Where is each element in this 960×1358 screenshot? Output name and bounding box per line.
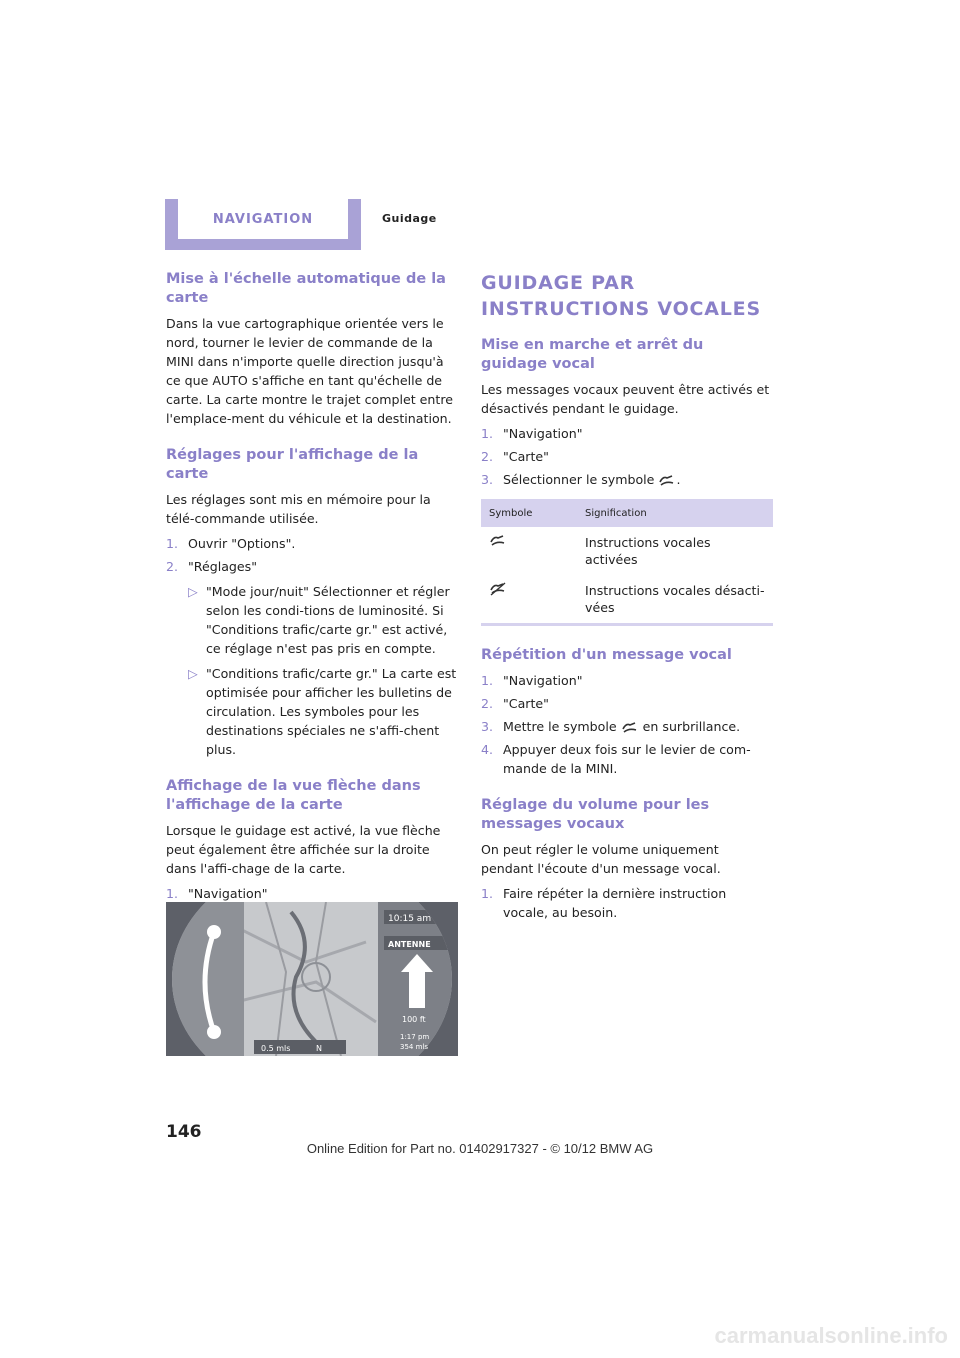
arrow-icon: ▷	[188, 584, 198, 599]
navigation-screen-image	[166, 902, 458, 1056]
compass-label: N	[316, 1044, 322, 1053]
para-onoff: Les messages vocaux peuvent être activés et désactivés pendant le guidage.	[481, 382, 770, 416]
table-row: Instructions vocales désacti-vées	[481, 575, 773, 625]
voice-on-icon	[489, 534, 507, 548]
heading-arrow-view: Affichage de la vue flèche dans l'affichage de la carte	[166, 778, 421, 813]
settings-steps	[166, 534, 458, 576]
voice-off-icon	[489, 582, 507, 596]
eta-label: 1:17 pm	[400, 1033, 430, 1041]
voice-on-icon	[658, 474, 676, 488]
section-tab-label-box	[178, 199, 348, 239]
symbol-table	[481, 499, 773, 626]
table-row: Instructions vocales activées	[481, 527, 773, 575]
heading-repeat: Répétition d'un message vocal	[481, 647, 732, 663]
list-item: 1. "Navigation"	[481, 426, 583, 441]
para-volume: On peut régler le volume uniquement pendant l'écoute d'un message vocal.	[481, 842, 721, 876]
heading-onoff: Mise en marche et arrêt du guidage vocal	[481, 337, 704, 372]
heading-voice-guidance: GUIDAGE PAR INSTRUCTIONS VOCALES	[481, 272, 761, 320]
list-item: 4. Appuyer deux fois sur le levier de com-mande de la MINI.	[481, 742, 751, 776]
list-item: ▷ "Conditions trafic/carte gr." La carte est optimisée pour afficher les bulletins de circulation. Les symboles pour les destinations spéciales ne s'affi-chent plus.	[188, 666, 457, 757]
page-number: 146	[166, 1122, 202, 1142]
section-title: NAVIGATION	[212, 211, 314, 227]
col-symbol: Symbole	[481, 499, 577, 527]
voice-on-icon	[621, 721, 639, 735]
list-item: 1. Ouvrir "Options".	[166, 536, 296, 551]
right-column	[481, 270, 773, 928]
map-illustration	[166, 902, 458, 1056]
station-label: ANTENNE	[388, 940, 431, 949]
arrow-icon: ▷	[188, 666, 198, 681]
edition-footer: Online Edition for Part no. 01402917327 - © 10/12 BMW AG	[306, 1141, 654, 1156]
list-item: 3. Sélectionner le symbole .	[481, 472, 681, 487]
scale-label: 0.5 mls	[261, 1044, 291, 1053]
watermark: carmanualsonline.info	[714, 1323, 948, 1348]
heading-auto-scale: Mise à l'échelle automatique de la carte	[166, 271, 446, 306]
list-item: 2. "Carte"	[481, 696, 549, 711]
list-item: 1. "Navigation"	[481, 673, 583, 688]
distance-label: 100 ft	[402, 1015, 426, 1024]
list-item: 2. "Réglages"	[166, 559, 258, 574]
heading-volume: Réglage du volume pour les messages vocaux	[481, 797, 710, 832]
repeat-steps	[481, 671, 773, 778]
list-item: ▷ "Mode jour/nuit" Sélectionner et régler selon les condi-tions de luminosité. Si "Conditions trafic/carte gr." est activé, ce réglage n'est pas pris en compte.	[188, 584, 450, 656]
time-label: 10:15 am	[388, 914, 432, 924]
volume-steps	[481, 884, 773, 922]
list-item: 3. Mettre le symbole en surbrillance.	[481, 719, 741, 734]
list-item: 2. "Carte"	[481, 449, 549, 464]
settings-sub-steps	[166, 582, 458, 759]
para-auto-scale: Dans la vue cartographique orientée vers le nord, tourner le levier de commande de la MINI dans n'importe quelle direction jusqu'à ce que AUTO s'affiche en tant qu'échelle de carte. La carte montre le trajet complet entre l'emplace-ment du véhicule et la destination.	[166, 316, 453, 426]
remaining-label: 354 mls	[400, 1043, 428, 1051]
subsection-title: Guidage	[382, 212, 437, 225]
para-arrow-view: Lorsque le guidage est activé, la vue flèche peut également être affichée sur la droite dans l'affi-chage de la carte.	[166, 823, 441, 876]
list-item: 1. "Navigation"	[166, 886, 268, 901]
onoff-steps	[481, 424, 773, 489]
col-meaning: Signification	[577, 499, 773, 527]
list-item: 1. Faire répéter la dernière instruction vocale, au besoin.	[481, 886, 727, 920]
left-column	[166, 270, 458, 955]
heading-settings: Réglages pour l'affichage de la carte	[166, 447, 419, 482]
section-tab	[165, 199, 361, 250]
para-settings: Les réglages sont mis en mémoire pour la télé-commande utilisée.	[166, 492, 431, 526]
